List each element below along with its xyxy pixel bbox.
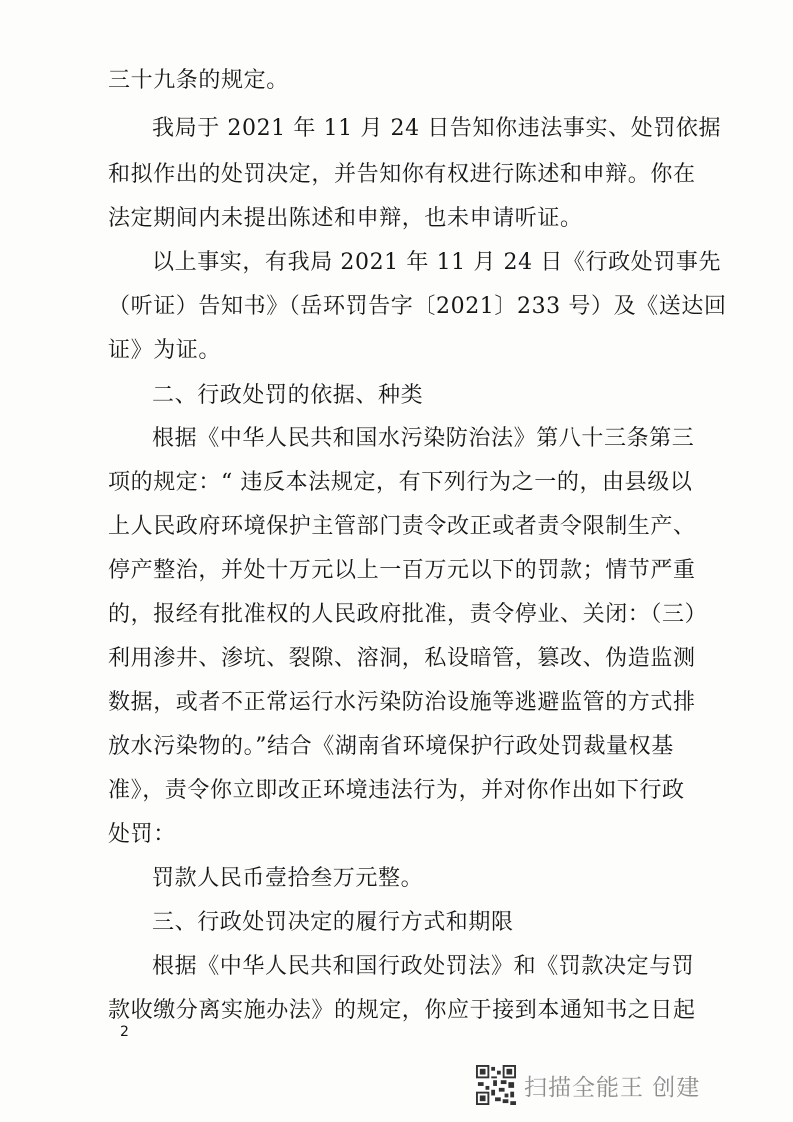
scanner-watermark xyxy=(476,1062,700,1108)
qr-code-icon xyxy=(476,1065,516,1105)
text-line-13: 的，报经有批准权的人民政府批准，责令停业、关闭：（三） xyxy=(108,602,708,627)
text-line-2: 我局于 2021 年 11 月 24 日告知你违法事实、处罚依据 xyxy=(152,116,722,141)
text-line-11: 上人民政府环境保护主管部门责令改正或者责令限制生产、 xyxy=(108,514,696,539)
text-line-21: 根据《中华人民共和国行政处罚法》和《罚款决定与罚 xyxy=(152,954,695,979)
text-line-4: 法定期间内未提出陈述和申辩，也未申请听证。 xyxy=(108,206,583,231)
page-number: 2 xyxy=(120,1024,129,1040)
text-line-16: 放水污染物的。”结合《湖南省环境保护行政处罚裁量权基 xyxy=(108,734,674,759)
section-heading-2: 二、行政处罚的依据、种类 xyxy=(152,383,424,408)
text-line-17: 准》，责令你立即改正环境违法行为，并对你作出如下行政 xyxy=(108,778,685,803)
text-line-18: 处罚： xyxy=(108,822,176,847)
text-line-14: 利用渗井、渗坑、裂隙、溶洞，私设暗管，篡改、伪造监测 xyxy=(108,646,696,671)
text-line-5: 以上事实，有我局 2021 年 11 月 24 日《行政处罚事先 xyxy=(152,250,722,275)
text-line-10: 项的规定：“ 违反本法规定，有下列行为之一的，由县级以 xyxy=(108,470,693,495)
text-line-6: （听证）告知书》（岳环罚告字〔2021〕233 号）及《送达回 xyxy=(108,294,727,319)
text-line-19: 罚款人民币壹拾叁万元整。 xyxy=(152,866,424,891)
text-line-3: 和拟作出的处罚决定，并告知你有权进行陈述和申辩。你在 xyxy=(108,162,696,187)
section-heading-3: 三、行政处罚决定的履行方式和期限 xyxy=(152,910,514,935)
text-line-22: 款收缴分离实施办法》的规定，你应于接到本通知书之日起 xyxy=(108,998,696,1023)
watermark-text: 扫描全能王 创建 xyxy=(524,1074,701,1101)
text-line-15: 数据，或者不正常运行水污染防治设施等逃避监管的方式排 xyxy=(108,690,696,715)
text-line-1: 三十九条的规定。 xyxy=(108,68,289,93)
text-line-7: 证》为证。 xyxy=(108,338,222,363)
text-line-9: 根据《中华人民共和国水污染防治法》第八十三条第三 xyxy=(152,426,695,451)
text-line-12: 停产整治，并处十万元以上一百万元以下的罚款；情节严重 xyxy=(108,558,696,583)
